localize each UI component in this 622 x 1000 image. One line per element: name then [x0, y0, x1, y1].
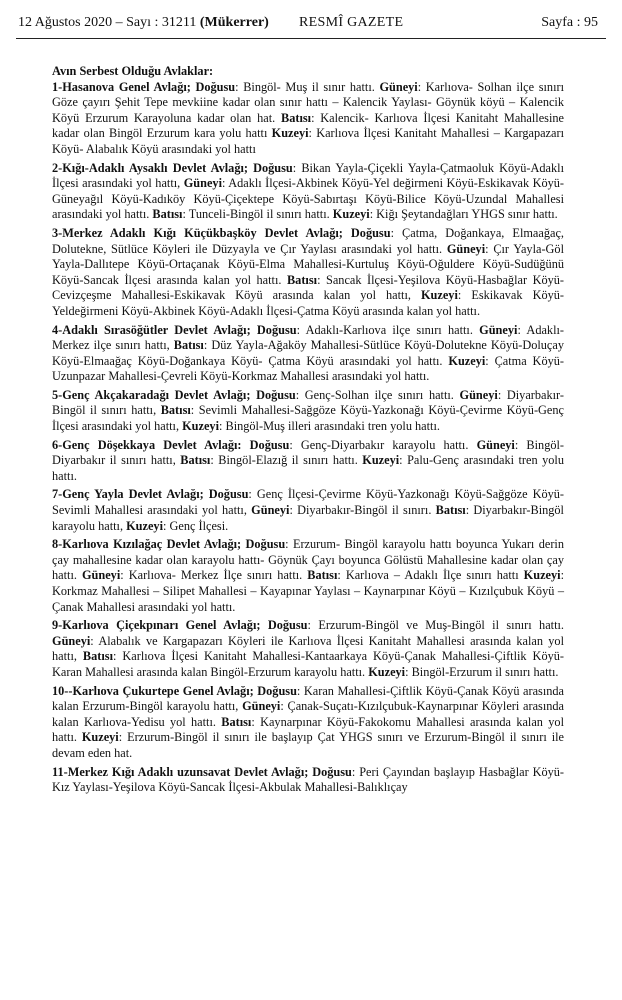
item-bold-label: Batısı	[82, 649, 113, 664]
item-text: : Eskikavak Köyü-Yeldeğirmeni Köyü-Akbinek Köyü-Adaklı İlçesi-Çatma Köyü arasında kalan yol hattı.	[52, 288, 564, 318]
hunting-area-item	[52, 684, 564, 762]
item-bold-label: 9-Karlıova Çiçekpınarı Genel Avlağı; Doğusu	[52, 618, 308, 633]
section-title: Avın Serbest Olduğu Avlaklar:	[52, 64, 214, 78]
item-text: : Bikan Yayla-Çiçekli Yayla-Çatmaoluk Köyü-Adaklı İlçesi arasındaki yol hattı,	[52, 160, 564, 191]
hunting-area-item	[52, 765, 564, 796]
item-text: : Bingöl- Muş il sınır hattı.	[235, 79, 380, 94]
hunting-area-item	[52, 323, 564, 385]
item-text: : Çatma, Doğankaya, Elmaağaç, Dolutekne, Sütlüce Köyleri ile Düzyayla ve Çır Yaylası arasındaki yol hattı.	[52, 225, 564, 256]
item-bold-label: Kuzeyi	[182, 419, 219, 434]
item-text: : Alabalık ve Kargapazarı Köyleri ile Karlıova İlçesi Kanitaht Mahallesi arasında kalan yol hattı,	[52, 633, 564, 664]
item-text: : Adaklı-Karlıova ilçe sınırı hattı.	[296, 322, 480, 337]
item-text: : Karlıova – Adaklı İlçe sınırı hattı	[337, 568, 524, 583]
hunting-area-list	[52, 80, 564, 796]
item-text: : Çatma Köyü-Uzunpazar Mahallesi-Çevreli Köyü-Korkmaz Mahallesi arasındaki yol hattı.	[52, 353, 564, 384]
item-bold-label: 4-Adaklı Sırasöğütler Devlet Avlağı; Doğusu	[52, 322, 297, 337]
item-bold-label: Kuzeyi	[523, 568, 561, 583]
item-bold-label: Kuzeyi	[368, 664, 406, 679]
item-text: : Adaklı İlçesi-Akbinek Köyü-Yel değirmeni Köyü-Eskikavak Köyü-Güneyağıl Köyü-Kadıköy Köyü-Çiçektepe Köyü-Sabırtaşı Köyü-Bilice Köyü-Uzundal Mahallesi arasındaki yol hattı.	[52, 176, 564, 222]
item-text: : Bingöl-Muş illeri arasındaki tren yolu hattı.	[219, 419, 440, 434]
hunting-area-item	[52, 388, 564, 435]
item-bold-label: 5-Genç Akçakaradağı Devlet Avlağı; Doğusu	[52, 387, 296, 402]
item-text: : Erzurum- Bingöl karayolu hattı boyunca Yukarı derin çay mahallesine kadar olan karayolu hattı- Göynük Çayı boyunca Gölüstü Mahallesine kadar olan çay hattı.	[52, 537, 564, 583]
item-text: : Erzurum-Bingöl il sınırı ile başlayıp Çat YHGS sınırı ve Erzurum-Bingöl il sınırı ile devam eden hat.	[52, 730, 564, 760]
item-text: : Genç İlçesi-Çevirme Köyü-Yazkonağı Köyü-Sağgöze Köyü-Sevimli Mahallesi arasındaki yol hattı,	[52, 487, 564, 518]
item-bold-label: Batısı	[173, 338, 204, 353]
header-date: 12 Ağustos 2020 – Sayı : 31211	[18, 15, 200, 30]
item-text: : Palu-Genç arasındaki tren yolu hattı.	[52, 453, 564, 483]
item-bold-label: 6-Genç Döşekkaya Devlet Avlağı: Doğusu	[52, 437, 290, 452]
item-text: : Düz Yayla-Ağaköy Mahallesi-Sütlüce Köyü-Dolutekne Köyü-Doluçay Köyü-Elmaağaç Köyü-Doğankaya Köyü- Çatma Köyü arasındaki yol hattı.	[52, 338, 564, 368]
item-text: : Genç-Diyarbakır karayolu hattı.	[289, 437, 477, 452]
item-bold-label: Batısı	[152, 207, 183, 222]
item-bold-label: 1-Hasanova Genel Avlağı; Doğusu	[52, 79, 236, 94]
item-text: : Kaynarpınar Köyü-Fakokomu Mahallesi arasında kalan yol hattı.	[52, 714, 564, 745]
item-bold-label: 2-Kığı-Adaklı Aysaklı Devlet Avlağı; Doğusu	[52, 160, 293, 175]
item-bold-label: Güneyi	[183, 176, 222, 191]
item-bold-label: 10--Karlıova Çukurtepe Genel Avlağı; Doğusu	[52, 683, 297, 698]
header-gazette-name: RESMÎ GAZETE	[299, 15, 404, 30]
item-text: : Diyarbakır-Bingöl il sınırı hattı,	[52, 387, 564, 418]
hunting-area-item	[52, 618, 564, 680]
item-bold-label: Batısı	[221, 714, 252, 729]
item-text: : Kalencik- Karlıova İlçesi Kanitaht Mahallesine kadar olan Bingöl Erzurum kara yolu hattı	[52, 110, 564, 141]
item-bold-label: 7-Genç Yayla Devlet Avlağı; Doğusu	[52, 487, 249, 502]
header-page-number: Sayfa : 95	[541, 15, 598, 30]
item-bold-label: Güneyi	[446, 241, 486, 256]
item-text: : Bingöl-Erzurum il sınırı hattı.	[405, 664, 559, 679]
item-bold-label: Batısı	[180, 453, 211, 468]
item-bold-label: Batısı	[286, 272, 318, 287]
header-mukerrer: (Mükerrer)	[199, 15, 269, 30]
item-text: : Bingöl-Diyarbakır il sınırı hattı,	[52, 437, 564, 468]
header-divider	[16, 38, 606, 39]
item-bold-label: Güneyi	[81, 568, 121, 583]
item-bold-label: Batısı	[281, 110, 312, 125]
item-text: : Karlıova- Solhan ilçe sınırı Göze çayırı Şehit Tepe mevkiine kadar olan sınır hattı – Kalencik Yaylası- Göynük köyü – Kalencik Köyü Erzurum Karayoluna kadar olan hat.	[52, 79, 565, 125]
item-text: : Sevimli Mahallesi-Sağgöze Köyü-Yazkonağı Köyü-Çevirme Köyü-Genç İlçesi arasındaki yol hattı,	[52, 403, 564, 434]
item-bold-label: Güneyi	[52, 633, 91, 648]
item-bold-label: Kuzeyi	[448, 353, 486, 368]
item-bold-label: Güneyi	[251, 503, 290, 518]
item-bold-label: Güneyi	[379, 79, 418, 94]
item-text: : Genç-Solhan ilçe sınırı hattı.	[295, 387, 460, 402]
item-text: : Karlıova İlçesi Kanitaht Mahallesi – Kargapazarı Köyü- Alabalık Köyü arasındaki yol hattı	[52, 126, 564, 156]
item-text: : Diyarbakır-Bingöl karayolu hattı,	[52, 503, 564, 533]
header-date-issue	[18, 13, 269, 33]
item-text: : Genç İlçesi.	[163, 518, 229, 533]
item-bold-label: 3-Merkez Adaklı Kığı Küçükbaşköy Devlet Avlağı; Doğusu	[52, 225, 391, 240]
hunting-area-item	[52, 226, 564, 320]
item-bold-label: Güneyi	[479, 322, 518, 337]
item-bold-label: Batısı	[160, 403, 191, 418]
item-bold-label: 11-Merkez Kığı Adaklı uzunsavat Devlet Avlağı; Doğusu	[52, 764, 352, 779]
item-bold-label: 8-Karlıova Kızılağaç Devlet Avlağı; Doğusu	[52, 537, 286, 552]
hunting-area-item	[52, 487, 564, 534]
hunting-area-item	[52, 161, 564, 223]
item-text: : Karlıova- Merkez İlçe sınırı hattı.	[120, 568, 308, 583]
page-header	[18, 13, 598, 35]
hunting-area-item	[52, 80, 564, 158]
item-bold-label: Kuzeyi	[332, 207, 370, 222]
item-text: : Korkmaz Mahallesi – Silipet Mahallesi – Kayapınar Yaylası – Kaynarpınar Köyü – Kızılçubuk Köyü – Çanak Mahallesi arasındaki yol hattı.	[52, 568, 564, 614]
item-text: : Sancak İlçesi-Yeşilova Köyü-Hasbağlar Köyü-Cevizçeşme Mahallesi-Eskikavak Köyü arasında kalan yol hattı,	[52, 272, 564, 303]
item-bold-label: Kuzeyi	[362, 453, 400, 468]
item-bold-label: Güneyi	[242, 699, 281, 714]
item-text: : Karan Mahallesi-Çiftlik Köyü-Çanak Köyü arasında kalan Erzurum-Bingöl karayolu hattı,	[52, 683, 564, 714]
item-text: : Diyarbakır-Bingöl il sınırı.	[289, 503, 436, 518]
item-text: : Çır Yayla-Göl Yayla-Dallıtepe Köyü-Ortaçanak Köyü-Elma Mahallesi-Kurtuluş Köyü-Oğuldere Köyü-Sudüğünü Köyü-Sancak İlçesi arasında kalan yol hattı.	[52, 241, 564, 287]
item-text: : Kiğı Şeytandağları YHGS sınır hattı.	[369, 207, 558, 222]
hunting-area-item	[52, 537, 564, 615]
item-bold-label: Güneyi	[476, 437, 515, 452]
item-text: : Tunceli-Bingöl il sınırı hattı.	[182, 207, 333, 222]
document-body	[52, 64, 564, 799]
item-bold-label: Güneyi	[459, 387, 498, 402]
item-bold-label: Batısı	[435, 503, 466, 518]
item-text: : Adaklı-Merkez ilçe sınırı hattı,	[52, 322, 564, 353]
item-bold-label: Batısı	[307, 568, 338, 583]
item-bold-label: Kuzeyi	[126, 518, 163, 533]
item-bold-label: Kuzeyi	[420, 288, 458, 303]
item-text: : Çanak-Suçatı-Kızılçubuk-Kaynarpınar Köyleri arasında kalan Karlıova-Yedisu yol hattı.	[52, 699, 565, 729]
item-text: : Erzurum-Bingöl ve Muş-Bingöl il sınırı hattı.	[307, 618, 564, 633]
hunting-area-item	[52, 438, 564, 485]
item-bold-label: Kuzeyi	[81, 730, 119, 745]
item-text: : Karlıova İlçesi Kanitaht Mahallesi-Kantaarkaya Köyü-Çanak Mahallesi-Çiftlik Köyü-Karan Mahallesi arasında kalan Bingöl-Erzurum karayolu hattı.	[52, 649, 564, 679]
item-bold-label: Kuzeyi	[271, 126, 309, 141]
item-text: : Bingöl-Elazığ il sınırı hattı.	[210, 453, 363, 468]
item-text: : Peri Çayından başlayıp Hasbağlar Köyü-Kız Yaylası-Yeşilova Köyü-Sancak İlçesi-Akbulak Mahallesi-Balıklıçay	[52, 764, 564, 795]
